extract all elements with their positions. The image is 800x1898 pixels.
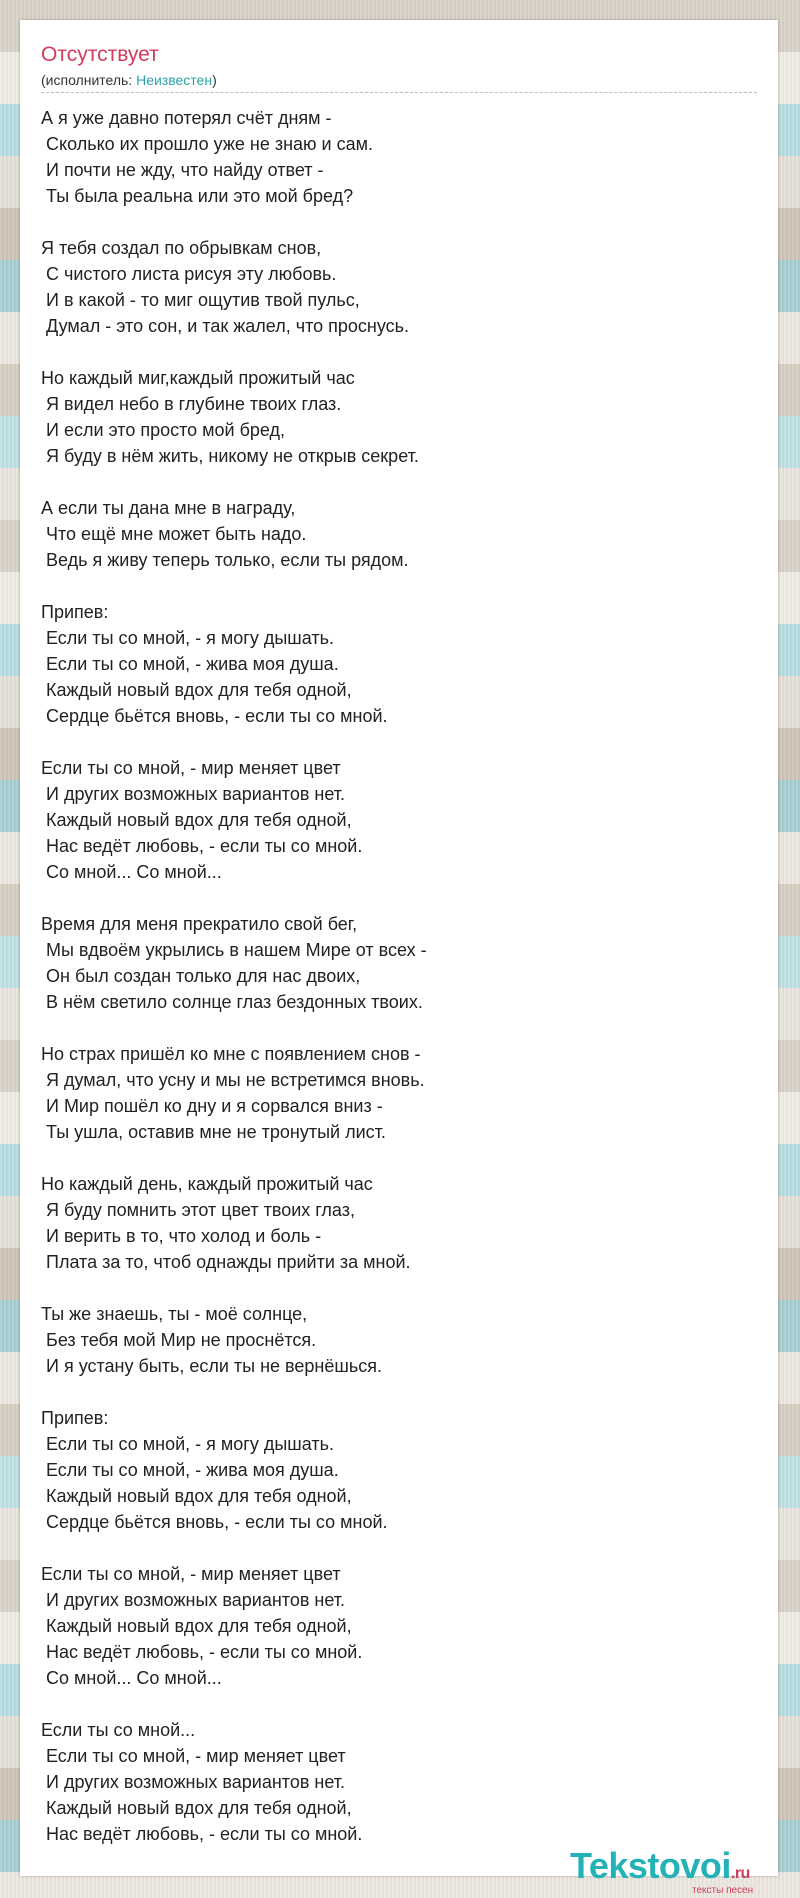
lyric-line: Каждый новый вдох для тебя одной, [41, 1486, 352, 1506]
lyric-line: Он был создан только для нас двоих, [41, 966, 361, 986]
lyric-line: Если ты со мной, - мир меняет цвет [41, 1564, 341, 1584]
lyric-line: Но страх пришёл ко мне с появлением снов - [41, 1044, 421, 1064]
lyric-line: И Мир пошёл ко дну и я сорвался вниз - [41, 1096, 383, 1116]
lyric-line: Сердце бьётся вновь, - если ты со мной. [41, 706, 388, 726]
lyric-line: Ты ушла, оставив мне не тронутый лист. [41, 1122, 386, 1142]
site-logo[interactable] [570, 1845, 754, 1896]
lyric-line: Если ты со мной, - я могу дышать. [41, 628, 334, 648]
lyric-line: Я тебя создал по обрывкам снов, [41, 238, 322, 258]
song-title: Отсутствует [41, 43, 159, 66]
lyric-line: В нём светило солнце глаз бездонных твоих. [41, 992, 423, 1012]
lyric-line: Плата за то, чтоб однажды прийти за мной. [41, 1252, 411, 1272]
lyric-line: Ведь я живу теперь только, если ты рядом. [41, 550, 409, 570]
lyric-line: Сердце бьётся вновь, - если ты со мной. [41, 1512, 388, 1532]
lyric-line: Если ты со мной, - жива моя душа. [41, 654, 339, 674]
logo-wordmark [570, 1845, 750, 1886]
lyric-line: Мы вдвоём укрылись в нашем Мире от всех - [41, 940, 427, 960]
lyric-line: Ты была реальна или это мой бред? [41, 186, 354, 206]
lyric-line: Каждый новый вдох для тебя одной, [41, 1616, 352, 1636]
lyric-line: Я видел небо в глубине твоих глаз. [41, 394, 342, 414]
lyric-line: Ты же знаешь, ты - моё солнце, [41, 1304, 308, 1324]
lyric-line: И если это просто мой бред, [41, 420, 286, 440]
lyrics-stanza [41, 105, 741, 209]
lyric-line: Я буду помнить этот цвет твоих глаз, [41, 1200, 355, 1220]
lyric-line: Что ещё мне может быть надо. [41, 524, 307, 544]
lyric-line: Без тебя мой Мир не проснётся. [41, 1330, 317, 1350]
lyric-line: Со мной... Со мной... [41, 862, 222, 882]
artist-prefix: (исполнитель: [41, 72, 137, 88]
lyric-line: И в какой - то миг ощутив твой пульс, [41, 290, 360, 310]
lyric-line: И верить в то, что холод и боль - [41, 1226, 322, 1246]
title-divider [41, 92, 757, 93]
lyric-line: Но каждый миг,каждый прожитый час [41, 368, 355, 388]
lyric-line: Каждый новый вдох для тебя одной, [41, 680, 352, 700]
lyric-line: Нас ведёт любовь, - если ты со мной. [41, 1824, 363, 1844]
lyrics-card [20, 20, 778, 1896]
lyrics-stanza [41, 1171, 741, 1275]
lyric-line: Со мной... Со мной... [41, 1668, 222, 1688]
lyrics-stanza [41, 1405, 741, 1535]
lyric-line: И других возможных вариантов нет. [41, 1590, 346, 1610]
lyric-line: Припев: [41, 602, 109, 622]
lyric-line: Каждый новый вдох для тебя одной, [41, 1798, 352, 1818]
lyrics-stanza [41, 1717, 741, 1847]
lyric-line: Если ты со мной, - я могу дышать. [41, 1434, 334, 1454]
lyric-line: С чистого листа рисуя эту любовь. [41, 264, 337, 284]
lyrics-stanza [41, 1561, 741, 1691]
lyric-line: Если ты со мной, - жива моя душа. [41, 1460, 339, 1480]
lyric-line: Припев: [41, 1408, 109, 1428]
logo-suffix: .ru [730, 1865, 750, 1882]
logo-name: Tekstovoi [570, 1845, 731, 1886]
lyric-line: Каждый новый вдох для тебя одной, [41, 810, 352, 830]
lyric-line: Но каждый день, каждый прожитый час [41, 1174, 373, 1194]
lyrics-stanza [41, 1041, 741, 1145]
lyric-line: И других возможных вариантов нет. [41, 784, 346, 804]
lyrics-stanza [41, 599, 741, 729]
lyrics-stanza [41, 755, 741, 885]
logo-tagline: тексты песен [692, 1885, 754, 1896]
artist-link[interactable]: Неизвестен [136, 72, 213, 88]
lyric-line: Сколько их прошло уже не знаю и сам. [41, 134, 373, 154]
lyric-line: Нас ведёт любовь, - если ты со мной. [41, 836, 363, 856]
lyrics-stanza [41, 235, 741, 339]
lyrics-stanza [41, 911, 741, 1015]
lyric-line: Если ты со мной, - мир меняет цвет [41, 1746, 346, 1766]
lyric-line: Если ты со мной, - мир меняет цвет [41, 758, 341, 778]
lyric-line: Я буду в нём жить, никому не открыв секрет. [41, 446, 419, 466]
lyric-line: И я устану быть, если ты не вернёшься. [41, 1356, 382, 1376]
lyrics-stanza [41, 365, 741, 469]
lyric-line: Нас ведёт любовь, - если ты со мной. [41, 1642, 363, 1662]
lyrics-text [41, 105, 741, 1847]
artist-line [41, 73, 217, 87]
artist-suffix: ) [212, 72, 217, 88]
lyric-line: Если ты со мной... [41, 1720, 196, 1740]
lyric-line: И других возможных вариантов нет. [41, 1772, 346, 1792]
lyric-line: А если ты дана мне в награду, [41, 498, 296, 518]
lyrics-stanza [41, 1301, 741, 1379]
lyric-line: Время для меня прекратило свой бег, [41, 914, 358, 934]
lyric-line: И почти не жду, что найду ответ - [41, 160, 324, 180]
lyric-line: Думал - это сон, и так жалел, что проснусь. [41, 316, 410, 336]
lyrics-stanza [41, 495, 741, 573]
lyric-line: А я уже давно потерял счёт дням - [41, 108, 332, 128]
lyric-line: Я думал, что усну и мы не встретимся вновь. [41, 1070, 425, 1090]
